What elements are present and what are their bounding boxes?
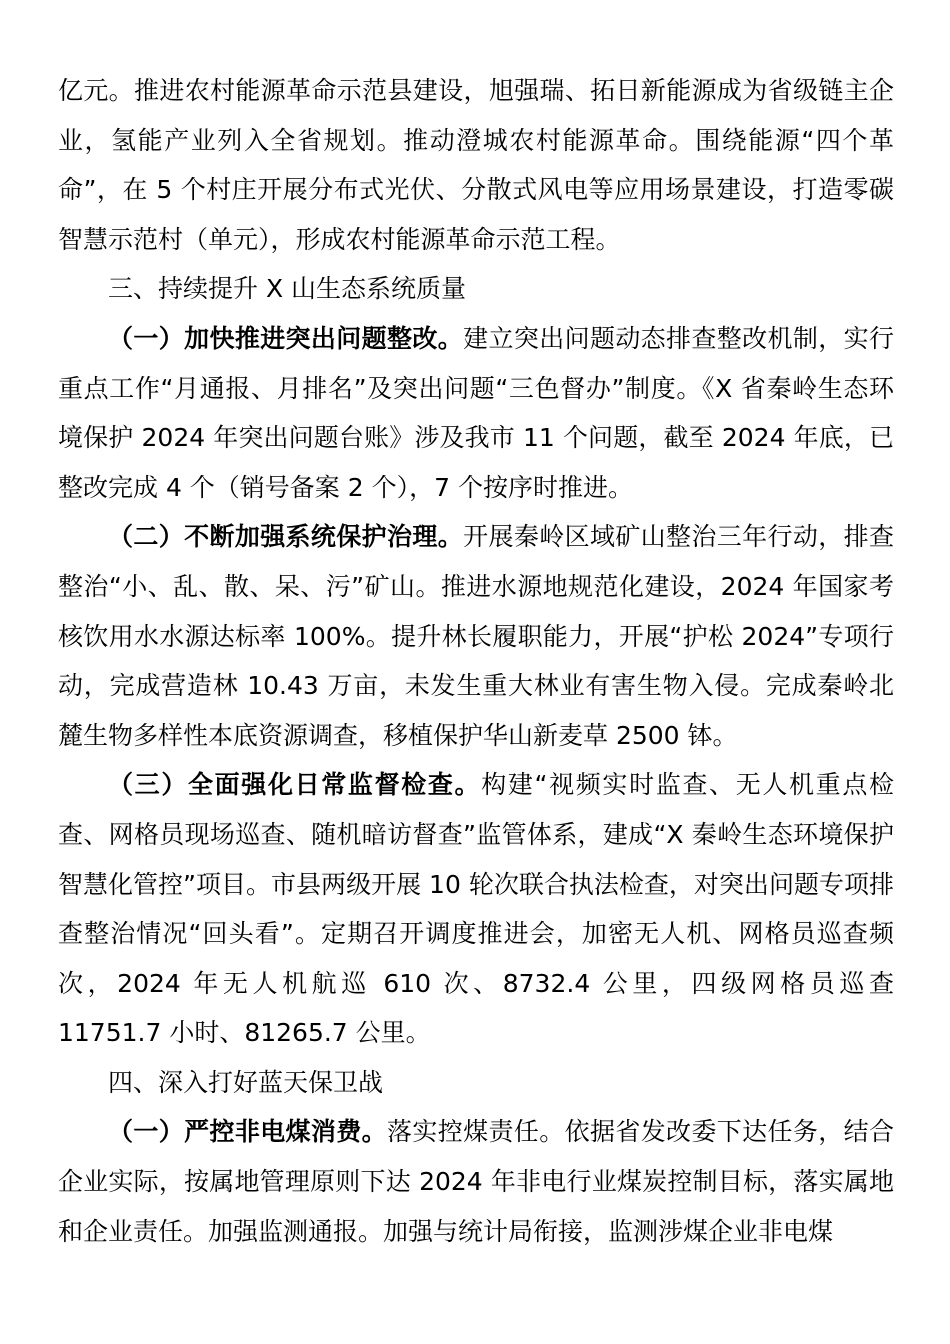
subheading-3-1: （一）加快推进突出问题整改。 bbox=[108, 323, 464, 353]
document-body bbox=[58, 66, 894, 1256]
paragraph-3-3-body: 构建“视频实时监查、无人机重点检查、网格员现场巡查、随机暗访督查”监管体系，建成“X 秦岭生态环境保护智慧化管控”项目。市县两级开展 10 轮次联合执法检查，对突出问题专项排查整治情况“回头看”。定期召开调度推进会，加密无人机、网格员巡查频次，2024 年无人机航巡 610 次、8732.4 公里，四级网格员巡查 11751.7 小时、81265.7 公里。 bbox=[58, 770, 894, 1048]
subheading-4-1: （一）严控非电煤消费。 bbox=[108, 1117, 388, 1147]
paragraph-continuation: 亿元。推进农村能源革命示范县建设，旭强瑞、拓日新能源成为省级链主企业，氢能产业列入全省规划。推动澄城农村能源革命。围绕能源“四个革命”，在 5 个村庄开展分布式光伏、分散式风电等应用场景建设，打造零碳智慧示范村（单元），形成农村能源革命示范工程。 bbox=[58, 76, 894, 254]
subheading-3-3: （三）全面强化日常监督检查。 bbox=[108, 770, 482, 800]
paragraph-3-3 bbox=[58, 760, 894, 1058]
paragraph-4-1 bbox=[58, 1107, 894, 1256]
paragraph-4-1-body: 落实控煤责任。依据省发改委下达任务，结合企业实际，按属地管理原则下达 2024 年非电行业煤炭控制目标，落实属地和企业责任。加强监测通报。加强与统计局衔接，监测涉煤企业非电煤 bbox=[58, 1117, 894, 1246]
paragraph-3-2 bbox=[58, 512, 894, 760]
subheading-3-2: （二）不断加强系统保护治理。 bbox=[108, 522, 464, 552]
paragraph-3-1-body: 建立突出问题动态排查整改机制，实行重点工作“月通报、月排名”及突出问题“三色督办”制度。《X 省秦岭生态环境保护 2024 年突出问题台账》涉及我市 11 个问题，截至 2024 年底，已整改完成 4 个（销号备案 2 个），7 个按序时推进。 bbox=[58, 323, 894, 502]
paragraph-3-1 bbox=[58, 314, 894, 512]
section-heading-3: 三、持续提升 X 山生态系统质量 bbox=[108, 274, 467, 304]
paragraph-3-2-body: 开展秦岭区域矿山整治三年行动，排查整治“小、乱、散、呆、污”矿山。推进水源地规范化建设，2024 年国家考核饮用水水源达标率 100%。提升林长履职能力，开展“护松 2024”专项行动，完成营造林 10.43 万亩，未发生重大林业有害生物入侵。完成秦岭北麓生物多样性本底资源调查，移植保护华山新麦草 2500 钵。 bbox=[58, 522, 894, 750]
section-heading-4: 四、深入打好蓝天保卫战 bbox=[108, 1067, 384, 1097]
